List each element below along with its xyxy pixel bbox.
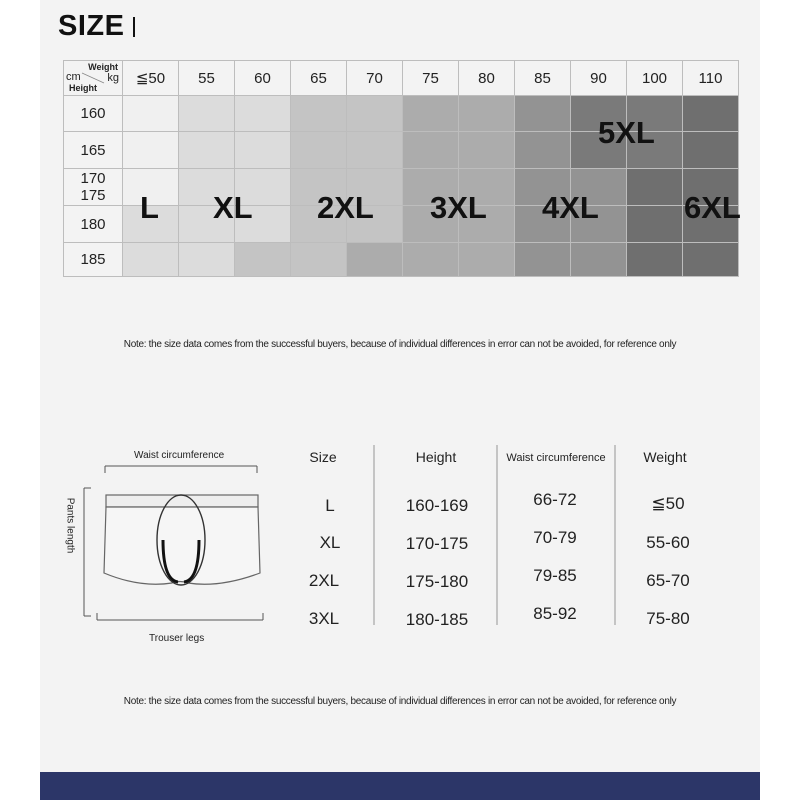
spec-weight: ≦50 bbox=[651, 494, 685, 513]
spec-height: 175-180 bbox=[405, 572, 469, 591]
grid-cell bbox=[459, 96, 515, 132]
corner-cm-label: cm bbox=[66, 71, 81, 83]
size-label-3xl: 3XL bbox=[430, 190, 487, 225]
grid-cell bbox=[627, 169, 683, 206]
footer-band bbox=[40, 772, 760, 800]
size-label-2xl: 2XL bbox=[317, 190, 374, 225]
spec-header-weight: Weight bbox=[643, 449, 687, 465]
height-header: 175 bbox=[64, 187, 123, 206]
grid-cell bbox=[683, 96, 739, 132]
grid-cell bbox=[235, 132, 291, 169]
grid-row bbox=[64, 243, 739, 277]
spec-height: 160-169 bbox=[405, 496, 469, 515]
grid-cell bbox=[683, 132, 739, 169]
column-divider bbox=[373, 445, 375, 625]
grid-cell bbox=[515, 96, 571, 132]
grid-cell bbox=[123, 132, 179, 169]
grid-row bbox=[64, 206, 739, 243]
spec-height: 180-185 bbox=[405, 610, 469, 629]
disclaimer-note: Note: the size data comes from the successful buyers, because of individual differences in error can not be avoided, for reference only bbox=[123, 339, 677, 350]
weight-header: 80 bbox=[459, 61, 515, 96]
height-header: 180 bbox=[64, 206, 123, 243]
grid-cell bbox=[403, 132, 459, 169]
waist-circumference-label: Waist circumference bbox=[134, 450, 225, 461]
spec-size: 2XL bbox=[308, 571, 340, 590]
size-label-6xl: 6XL bbox=[684, 190, 741, 225]
grid-cell bbox=[179, 96, 235, 132]
weight-header: 85 bbox=[515, 61, 571, 96]
grid-cell bbox=[235, 243, 291, 277]
grid-cell bbox=[291, 243, 347, 277]
grid-cell bbox=[123, 96, 179, 132]
weight-header: 70 bbox=[347, 61, 403, 96]
weight-header: ≦50 bbox=[123, 61, 179, 96]
corner-weight-label: Weight bbox=[88, 62, 118, 72]
grid-cell bbox=[571, 243, 627, 277]
corner-kg-label: kg bbox=[107, 72, 119, 84]
weight-header: 75 bbox=[403, 61, 459, 96]
weight-header: 110 bbox=[683, 61, 739, 96]
spec-weight: 65-70 bbox=[646, 571, 690, 590]
spec-weight: 75-80 bbox=[646, 609, 690, 628]
grid-cell bbox=[459, 243, 515, 277]
page-title: SIZE bbox=[58, 10, 125, 42]
spec-size: L bbox=[325, 496, 335, 515]
spec-waist: 66-72 bbox=[533, 490, 577, 509]
grid-cell bbox=[515, 243, 571, 277]
grid-cell bbox=[627, 206, 683, 243]
spec-header-waist: Waist circumference bbox=[506, 452, 606, 464]
size-label-5xl: 5XL bbox=[598, 115, 655, 150]
grid-cell bbox=[291, 96, 347, 132]
grid-cell bbox=[347, 132, 403, 169]
size-label-xl: XL bbox=[213, 190, 253, 225]
grid-cell bbox=[403, 96, 459, 132]
grid-cell bbox=[123, 243, 179, 277]
weight-header: 65 bbox=[291, 61, 347, 96]
title-divider bbox=[133, 17, 135, 37]
grid-cell bbox=[235, 96, 291, 132]
spec-header-height: Height bbox=[415, 449, 457, 465]
grid-cell bbox=[291, 132, 347, 169]
spec-size: 3XL bbox=[308, 609, 340, 628]
spec-waist: 85-92 bbox=[533, 604, 577, 623]
weight-header: 100 bbox=[627, 61, 683, 96]
weight-header: 55 bbox=[179, 61, 235, 96]
trouser-legs-label: Trouser legs bbox=[149, 633, 205, 644]
grid-cell bbox=[459, 132, 515, 169]
spec-waist: 79-85 bbox=[533, 566, 577, 585]
spec-header-size: Size bbox=[309, 449, 337, 465]
grid-row bbox=[64, 169, 739, 188]
column-divider bbox=[496, 445, 498, 625]
grid-cell bbox=[403, 243, 459, 277]
column-divider bbox=[614, 445, 616, 625]
spec-weight: 55-60 bbox=[646, 533, 690, 552]
grid-cell bbox=[627, 243, 683, 277]
pants-length-label: Pants length bbox=[64, 497, 76, 554]
underwear-diagram bbox=[60, 440, 280, 640]
weight-header: 90 bbox=[571, 61, 627, 96]
spec-height: 170-175 bbox=[405, 534, 469, 553]
size-label-4xl: 4XL bbox=[542, 190, 599, 225]
grid-cell bbox=[347, 243, 403, 277]
weight-header: 60 bbox=[235, 61, 291, 96]
grid-cell bbox=[347, 96, 403, 132]
disclaimer-note-bottom: Note: the size data comes from the successful buyers, because of individual differences in error can not be avoided, for reference only bbox=[123, 696, 677, 707]
height-header: 165 bbox=[64, 132, 123, 169]
size-grid bbox=[63, 60, 739, 277]
corner-height-label: Height bbox=[69, 83, 97, 93]
grid-corner bbox=[64, 61, 123, 96]
grid-cell bbox=[179, 243, 235, 277]
height-header: 185 bbox=[64, 243, 123, 277]
height-header: 160 bbox=[64, 96, 123, 132]
grid-cell bbox=[515, 132, 571, 169]
height-header: 170 bbox=[64, 169, 123, 188]
spec-size: XL bbox=[319, 533, 341, 552]
grid-cell bbox=[683, 243, 739, 277]
size-label-l: L bbox=[140, 190, 159, 225]
grid-cell bbox=[179, 132, 235, 169]
spec-waist: 70-79 bbox=[533, 528, 577, 547]
